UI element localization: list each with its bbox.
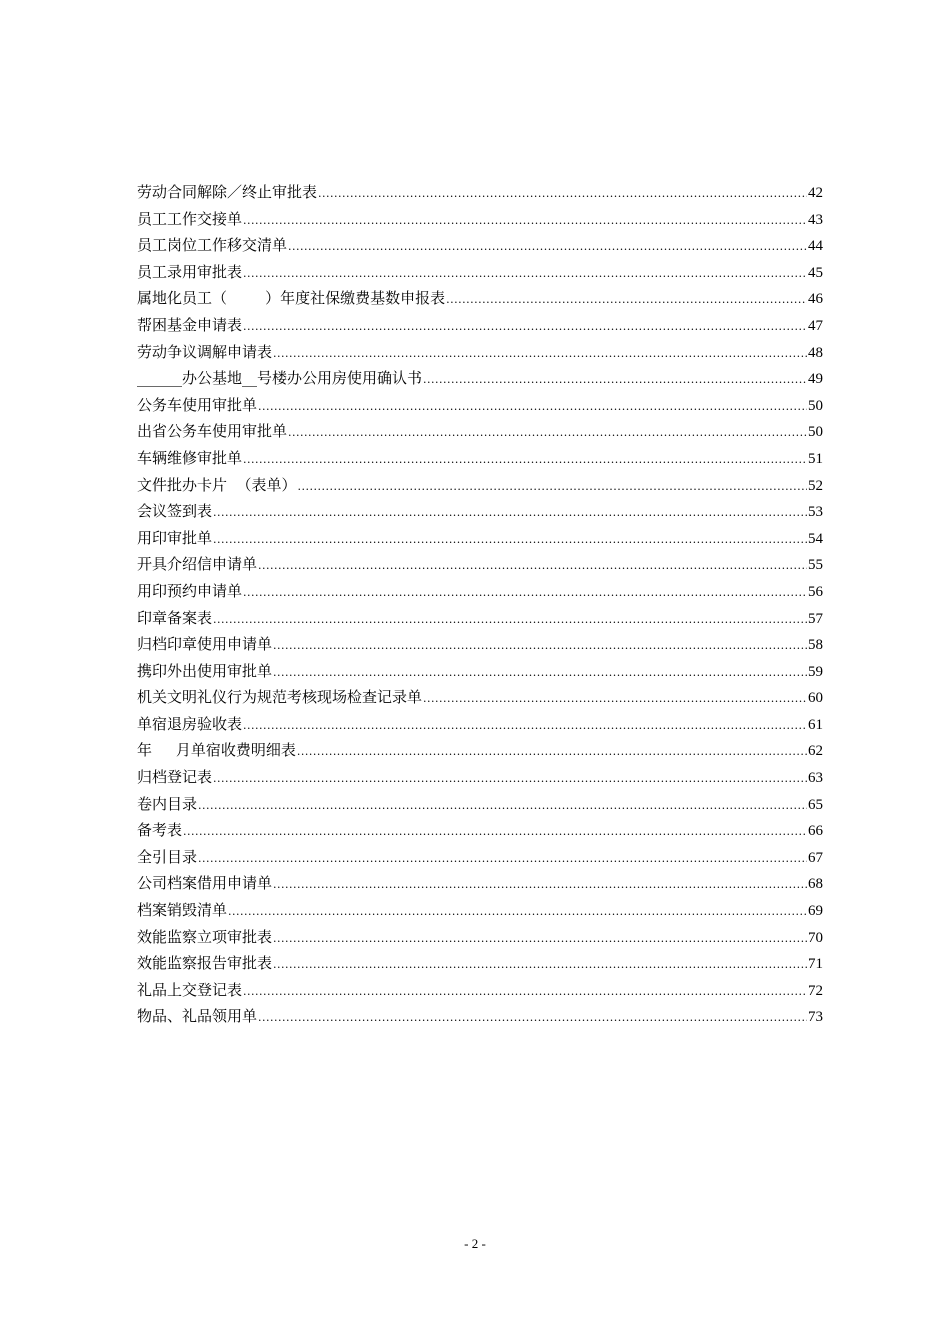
toc-leader-dots — [243, 447, 807, 474]
toc-entry[interactable] — [137, 870, 823, 897]
toc-leader-dots — [213, 527, 807, 554]
toc-entry-page: 61 — [808, 716, 823, 733]
toc-entry-page: 57 — [808, 610, 823, 627]
toc-entry[interactable] — [137, 285, 823, 312]
toc-leader-dots — [213, 766, 807, 793]
toc-entry-page: 52 — [808, 477, 823, 494]
toc-leader-dots — [258, 553, 807, 580]
toc-entry-title: 员工工作交接单 — [137, 209, 243, 228]
page-number: - 2 - — [464, 1236, 486, 1251]
toc-entry[interactable] — [137, 605, 823, 632]
toc-entry[interactable] — [137, 472, 823, 499]
toc-leader-dots — [273, 633, 807, 660]
toc-entry-title: 用印审批单 — [137, 528, 213, 547]
toc-leader-dots — [243, 261, 807, 288]
toc-leader-dots — [243, 713, 807, 740]
toc-entry[interactable] — [137, 684, 823, 711]
toc-entry-title: 效能监察立项审批表 — [137, 927, 273, 946]
toc-entry[interactable] — [137, 312, 823, 339]
toc-entry-title: 印章备案表 — [137, 608, 213, 627]
toc-entry-title: ______办公基地__号楼办公用房使用确认书 — [137, 369, 423, 388]
toc-leader-dots — [273, 872, 807, 899]
toc-entry[interactable] — [137, 658, 823, 685]
table-of-contents — [137, 179, 823, 1030]
toc-entry-page: 66 — [808, 823, 823, 840]
toc-entry-title: 开具介绍信申请单 — [137, 555, 258, 574]
toc-entry-page: 73 — [808, 1009, 823, 1026]
toc-entry[interactable] — [137, 711, 823, 738]
toc-entry-title: 员工录用审批表 — [137, 262, 243, 281]
toc-entry-page: 63 — [808, 770, 823, 787]
toc-leader-dots — [423, 367, 807, 394]
toc-entry-title: 全引目录 — [137, 847, 198, 866]
toc-leader-dots — [446, 287, 807, 314]
toc-entry-title: 劳动争议调解申请表 — [137, 342, 273, 361]
toc-entry-page: 53 — [808, 504, 823, 521]
toc-entry[interactable] — [137, 924, 823, 951]
toc-entry[interactable] — [137, 631, 823, 658]
toc-leader-dots — [198, 846, 807, 873]
toc-entry[interactable] — [137, 179, 823, 206]
toc-entry[interactable] — [137, 977, 823, 1004]
toc-entry-title: 会议签到表 — [137, 502, 213, 521]
toc-entry-title: 公务车使用审批单 — [137, 395, 258, 414]
toc-entry[interactable] — [137, 551, 823, 578]
toc-entry-page: 55 — [808, 557, 823, 574]
toc-entry[interactable] — [137, 791, 823, 818]
toc-entry-title: 卷内目录 — [137, 794, 198, 813]
toc-leader-dots — [258, 394, 807, 421]
toc-leader-dots — [213, 607, 807, 634]
toc-entry-title: 属地化员工（ ）年度社保缴费基数申报表 — [137, 289, 446, 308]
toc-entry-page: 45 — [808, 264, 823, 281]
toc-entry-page: 72 — [808, 982, 823, 999]
toc-leader-dots — [273, 952, 807, 979]
toc-entry-page: 51 — [808, 450, 823, 467]
toc-entry-page: 67 — [808, 849, 823, 866]
toc-entry[interactable] — [137, 897, 823, 924]
toc-entry[interactable] — [137, 365, 823, 392]
toc-leader-dots — [318, 181, 807, 208]
toc-leader-dots — [198, 793, 807, 820]
toc-entry[interactable] — [137, 525, 823, 552]
toc-entry-page: 54 — [808, 530, 823, 547]
toc-entry-page: 69 — [808, 903, 823, 920]
toc-leader-dots — [243, 580, 807, 607]
toc-entry-page: 68 — [808, 876, 823, 893]
toc-entry-title: 车辆维修审批单 — [137, 448, 243, 467]
toc-entry-title: 用印预约申请单 — [137, 581, 243, 600]
toc-leader-dots — [258, 1005, 807, 1032]
toc-entry[interactable] — [137, 418, 823, 445]
toc-entry-page: 50 — [808, 424, 823, 441]
toc-leader-dots — [423, 686, 807, 713]
toc-entry[interactable] — [137, 578, 823, 605]
toc-entry-title: 携印外出使用审批单 — [137, 661, 273, 680]
toc-entry[interactable] — [137, 817, 823, 844]
toc-entry[interactable] — [137, 445, 823, 472]
toc-entry[interactable] — [137, 1003, 823, 1030]
toc-entry-title: 机关文明礼仪行为规范考核现场检查记录单 — [137, 688, 423, 707]
toc-entry-title: 单宿退房验收表 — [137, 714, 243, 733]
toc-leader-dots — [228, 899, 807, 926]
toc-entry-title: 归档印章使用申请单 — [137, 635, 273, 654]
toc-leader-dots — [288, 420, 807, 447]
toc-entry[interactable] — [137, 498, 823, 525]
toc-entry-title: 员工岗位工作移交清单 — [137, 236, 288, 255]
toc-entry[interactable] — [137, 232, 823, 259]
toc-entry-page: 46 — [808, 291, 823, 308]
toc-entry[interactable] — [137, 392, 823, 419]
toc-entry-title: 公司档案借用申请单 — [137, 874, 273, 893]
toc-entry-page: 65 — [808, 796, 823, 813]
toc-entry-page: 47 — [808, 317, 823, 334]
toc-entry-page: 58 — [808, 637, 823, 654]
toc-entry-page: 70 — [808, 929, 823, 946]
toc-entry-page: 71 — [808, 956, 823, 973]
toc-entry-page: 42 — [808, 185, 823, 201]
toc-entry-title: 效能监察报告审批表 — [137, 954, 273, 973]
toc-leader-dots — [288, 234, 807, 261]
toc-entry-page: 48 — [808, 344, 823, 361]
toc-entry-page: 59 — [808, 663, 823, 680]
toc-entry[interactable] — [137, 259, 823, 286]
toc-entry[interactable] — [137, 950, 823, 977]
toc-entry-title: 出省公务车使用审批单 — [137, 422, 288, 441]
toc-entry-title: 帮困基金申请表 — [137, 315, 243, 334]
toc-leader-dots — [273, 660, 807, 687]
toc-entry-page: 60 — [808, 690, 823, 707]
toc-entry-title: 归档登记表 — [137, 768, 213, 787]
toc-entry-title: 档案销毁清单 — [137, 901, 228, 920]
toc-leader-dots — [243, 314, 807, 341]
toc-leader-dots — [273, 341, 807, 368]
toc-entry[interactable] — [137, 764, 823, 791]
toc-entry-page: 44 — [808, 238, 823, 255]
toc-entry-page: 43 — [808, 211, 823, 228]
toc-entry-title: 备考表 — [137, 821, 183, 840]
toc-entry[interactable] — [137, 737, 823, 764]
toc-leader-dots — [183, 819, 807, 846]
toc-entry-page: 49 — [808, 371, 823, 388]
toc-entry-title: 劳动合同解除／终止审批表 — [137, 183, 318, 201]
toc-entry-page: 56 — [808, 583, 823, 600]
toc-entry[interactable] — [137, 844, 823, 871]
toc-leader-dots — [243, 979, 807, 1006]
toc-leader-dots — [298, 474, 807, 501]
toc-entry-title: 文件批办卡片 （表单） — [137, 475, 297, 494]
toc-entry[interactable] — [137, 206, 823, 233]
toc-entry-page: 50 — [808, 397, 823, 414]
toc-entry-page: 62 — [808, 743, 823, 760]
toc-entry[interactable] — [137, 339, 823, 366]
toc-leader-dots — [213, 500, 807, 527]
toc-leader-dots — [243, 208, 807, 235]
toc-entry-title: 物品、礼品领用单 — [137, 1007, 258, 1026]
toc-entry-title: 年 月单宿收费明细表 — [137, 741, 296, 760]
toc-leader-dots — [273, 926, 807, 953]
toc-entry-title: 礼品上交登记表 — [137, 980, 243, 999]
toc-leader-dots — [297, 739, 807, 766]
